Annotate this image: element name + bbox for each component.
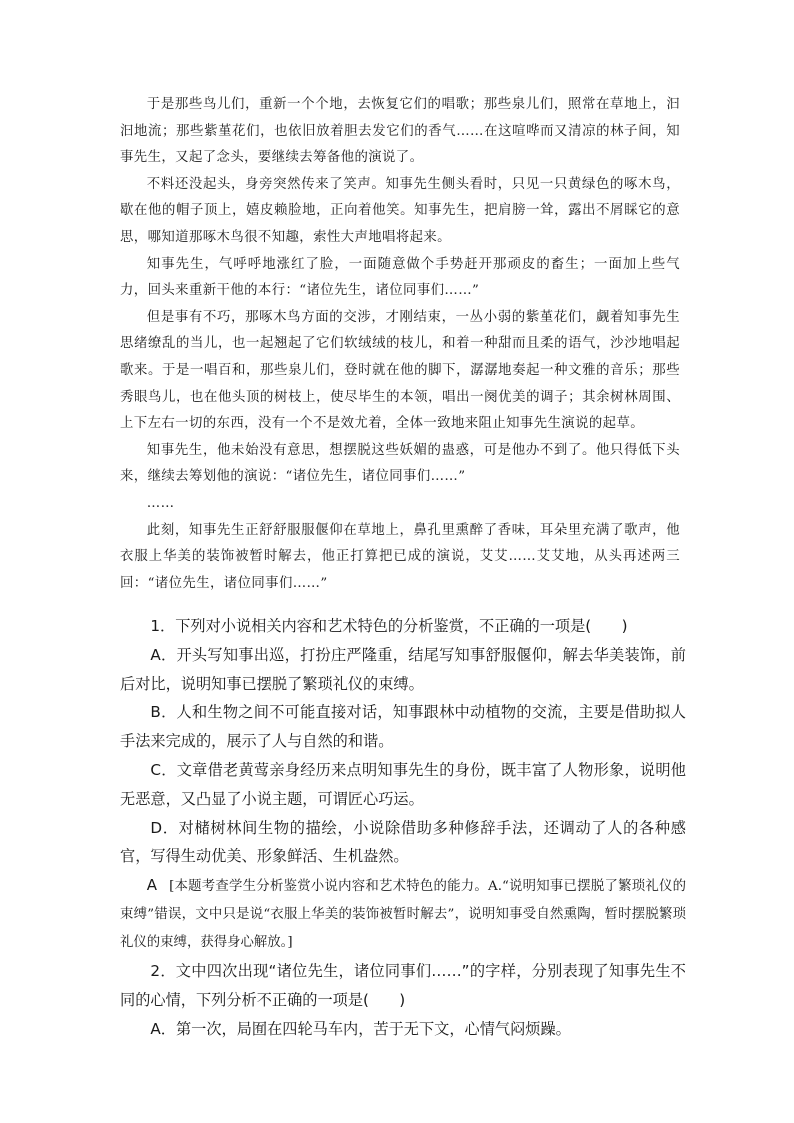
question-1-option-a: A．开头写知事出巡，打扮庄严隆重，结尾写知事舒服偃仰，解去华美装饰，前后对比，说明知事已摆脱了繁琐礼仪的束缚。: [120, 645, 686, 693]
answer-letter: A: [146, 876, 158, 895]
story-paragraph: 不料还没起头，身旁突然传来了笑声。知事先生侧头看时，只见一只黄绿色的啄木鸟，歇在他的帽子顶上，嬉皮赖脸地，正向着他笑。知事先生，把肩膀一耸，露出不屑睬它的意思，哪知道那啄木鸟很不知趣，索性大声地唱将起来。: [120, 176, 680, 245]
story-excerpt: [120, 92, 680, 597]
question-1-option-d: D．对槠树林间生物的描绘，小说除借助多种修辞手法，还调动了人的各种感官，写得生动优美、形象鲜活、生机盎然。: [120, 818, 686, 866]
question-2-stem: 2．文中四次出现“诸位先生，诸位同事们……”的字样，分别表现了知事先生不同的心情，下列分析不正确的一项是( ): [120, 962, 686, 1009]
story-paragraph: 于是那些鸟儿们，重新一个个地，去恢复它们的唱歌；那些泉儿们，照常在草地上，汩汩地流；那些紫堇花们，也依旧放着胆去发它们的香气……在这喧哗而又清凉的林子间，知事先生，又起了念头，要继续去筹备他的演说了。: [120, 97, 680, 166]
story-paragraph: 此刻，知事先生正舒舒服服偃仰在草地上，鼻孔里熏醉了香味，耳朵里充满了歌声，他衣服上华美的装饰被暂时解去，他正打算把已成的演说，艾艾……艾艾地，从头再述两三回：“诸位先生，诸位同事们……”: [120, 522, 680, 591]
story-paragraph: 知事先生，气呼呼地涨红了脸，一面随意做个手势赶开那顽皮的畜生；一面加上些气力，回头来重新干他的本行：“诸位先生，诸位同事们……”: [120, 256, 680, 299]
story-paragraph: 知事先生，他未始没有意思，想摆脱这些妖媚的蛊惑，可是他办不到了。他只得低下头来，继续去筹划他的演说：“诸位先生，诸位同事们……”: [120, 442, 680, 485]
question-2-option-a: A．第一次，局囿在四轮马车内，苦于无下文，心情气闷烦躁。: [150, 1019, 571, 1038]
story-ellipsis: ……: [146, 495, 175, 511]
answer-explanation: [本题考查学生分析鉴赏小说内容和艺术特色的能力。A.“说明知事已摆脱了繁琐礼仪的束缚”错误，文中只是说“衣服上华美的装饰被暂时解去”，说明知事受自然熏陶，暂时摆脱繁琐礼仪的束缚，获得身心解放。]: [120, 879, 686, 951]
question-1-option-c: C．文章借老黄莺亲身经历来点明知事先生的身份，既丰富了人物形象，说明他无恶意，又凸显了小说主题，可谓匠心巧运。: [120, 760, 686, 808]
story-paragraph: 但是事有不巧，那啄木鸟方面的交涉，才刚结束，一丛小弱的紫堇花们，觑着知事先生思绪缭乱的当儿，也一起翘起了它们软绒绒的枝儿，和着一种甜而且柔的语气，沙沙地唱起歌来。于是一唱百和，那些泉儿们，登时就在他的脚下，潺潺地奏起一种文雅的音乐；那些秀眼鸟儿，也在他头顶的树枝上，使尽毕生的本领，唱出一阕优美的调子；其余树林周围、上下左右一切的东西，没有一个不是效尤着，全体一致地来阻止知事先生演说的起草。: [120, 309, 680, 432]
question-1-answer: [120, 871, 686, 957]
question-1-option-b: B．人和生物之间不可能直接对话，知事跟林中动植物的交流，主要是借助拟人手法来完成的，展示了人与自然的和谐。: [120, 703, 686, 751]
question-section: [120, 612, 686, 1044]
question-1-stem: 1．下列对小说相关内容和艺术特色的分析鉴赏，不正确的一项是( ): [150, 617, 628, 635]
